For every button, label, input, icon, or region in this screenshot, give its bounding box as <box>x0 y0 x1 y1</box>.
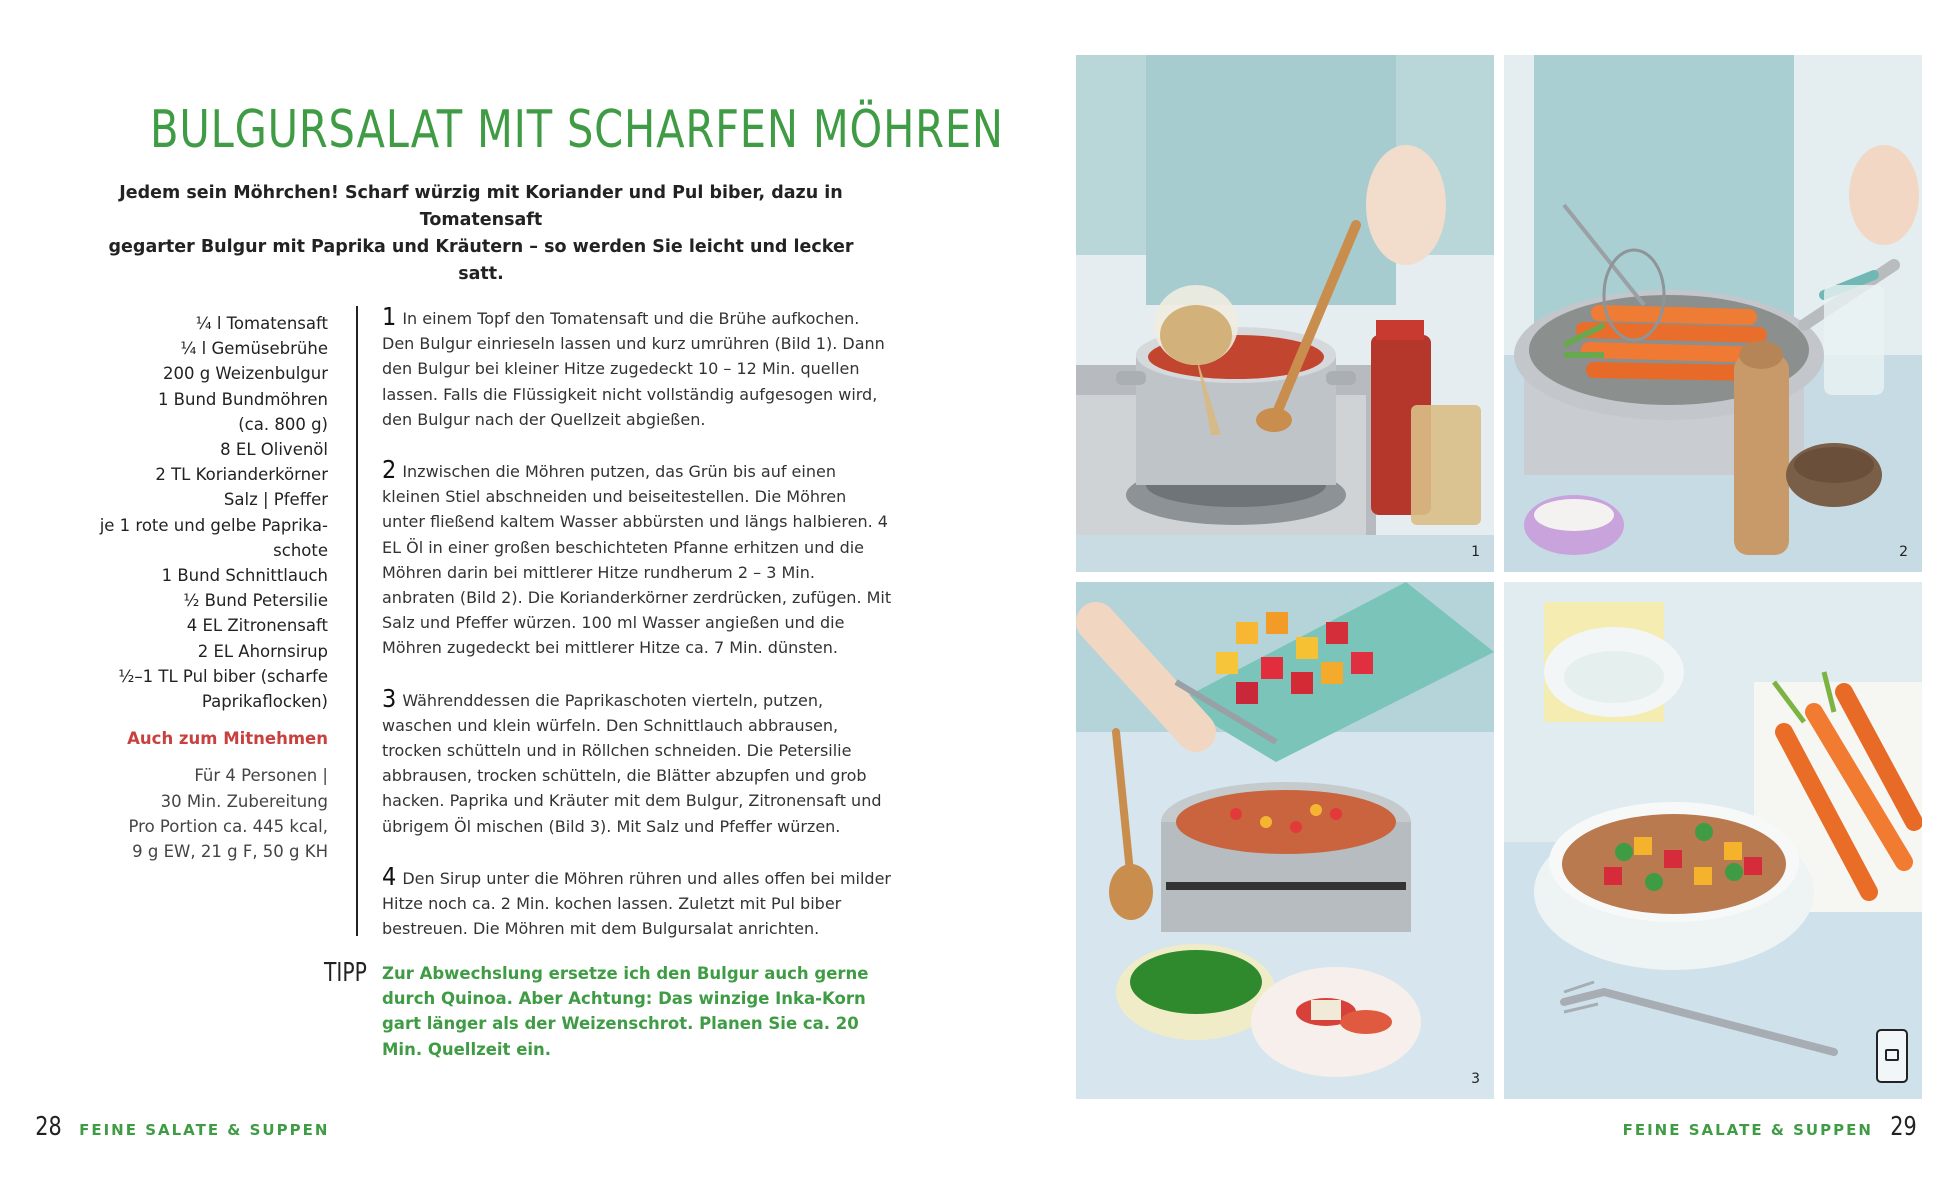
ingredient: ½–1 TL Pul biber (scharfe <box>118 666 328 686</box>
ingredient: 8 EL Olivenöl <box>220 440 328 460</box>
section-name: FEINE SALATE & SUPPEN <box>1622 1121 1873 1139</box>
recipe-title: BULGURSALAT MIT SCHARFEN MÖHREN <box>150 100 1004 160</box>
step-number: 4 <box>382 861 397 891</box>
intro-line: gegarter Bulgur mit Paprika und Kräutern – so werden Sie leicht und lecker satt. <box>108 237 854 284</box>
step-list <box>382 304 892 966</box>
ingredient: 200 g Weizenbulgur <box>162 364 328 384</box>
ingredient: schote <box>273 540 328 560</box>
step-text: Inzwischen die Möhren putzen, das Grün bis auf einen kleinen Stiel abschneiden und beiseitestellen. Die Möhren unter fließend kaltem Wasser abbürsten und längs halbieren. 4 EL Öl in einer großen beschichteten Pfanne erhitzen und die Möhren darin bei mittlerer Hitze rundherum 2 – 3 Min. anbraten (Bild 2). Die Korianderkörner zerdrücken, zufügen. Mit Salz und Pfeffer würzen. 100 ml Wasser angießen und die Möhren zugedeckt bei mittlerer Hitze ca. 7 Min. dünsten. <box>382 462 892 658</box>
page-number: 28 <box>35 1112 62 1142</box>
recipe-meta <box>96 763 328 864</box>
photo-step-1-image <box>1076 55 1494 572</box>
ingredient: 4 EL Zitronensaft <box>186 616 328 636</box>
ingredient: 1 Bund Schnittlauch <box>161 566 328 586</box>
ingredient: Salz | Pfeffer <box>223 490 328 510</box>
photo-step-1 <box>1076 55 1494 572</box>
page-number: 29 <box>1890 1112 1917 1142</box>
column-divider <box>356 306 358 936</box>
photo-number: 2 <box>1899 544 1908 560</box>
ingredient: (ca. 800 g) <box>238 414 328 434</box>
ingredient: je 1 rote und gelbe Paprika- <box>99 515 328 535</box>
photo-final-dish <box>1504 582 1922 1099</box>
step <box>382 304 892 432</box>
step-text: In einem Topf den Tomatensaft und die Brühe aufkochen. Den Bulgur einrieseln lassen und kurz umrühren (Bild 1). Dann den Bulgur bei kleiner Hitze zugedeckt 10 – 12 Min. quellen lassen. Falls die Flüssigkeit nicht vollständig aufgesogen wird, den Bulgur nach der Quellzeit abgießen. <box>382 309 885 429</box>
step <box>382 683 892 839</box>
step-number: 2 <box>382 455 397 485</box>
step <box>382 457 892 661</box>
ingredient: ¼ l Gemüsebrühe <box>180 339 328 359</box>
ingredient: 2 EL Ahornsirup <box>197 641 328 661</box>
photo-number: 1 <box>1471 544 1480 560</box>
intro-line: Jedem sein Möhrchen! Scharf würzig mit Koriander und Pul biber, dazu in Tomatensaft <box>119 183 843 230</box>
footer-left <box>32 1112 329 1142</box>
photo-step-3-image <box>1076 582 1494 1099</box>
ingredient: Paprikaflocken) <box>201 692 328 712</box>
meta-line: 30 Min. Zubereitung <box>160 791 328 811</box>
photo-final-dish-image <box>1504 582 1922 1099</box>
section-name: FEINE SALATE & SUPPEN <box>79 1121 330 1139</box>
meta-line: 9 g EW, 21 g F, 50 g KH <box>132 842 328 862</box>
ingredient-list <box>96 311 328 864</box>
photo-step-2-image <box>1504 55 1922 572</box>
tip-label: TIPP <box>324 958 367 988</box>
camera-icon <box>1876 1029 1908 1083</box>
step-number: 3 <box>382 683 397 713</box>
footer-right <box>1623 1112 1920 1142</box>
meta-line: Für 4 Personen | <box>194 766 328 786</box>
recipe-intro <box>96 180 866 288</box>
ingredient: ½ Bund Petersilie <box>183 591 328 611</box>
photo-step-2 <box>1504 55 1922 572</box>
step <box>382 861 892 942</box>
photo-number: 3 <box>1471 1071 1480 1087</box>
step-text: Währenddessen die Paprikaschoten vierteln, putzen, waschen und klein würfeln. Den Schnittlauch abbrausen, trocken schütteln und in Röllchen schneiden. Die Petersilie abbrausen, trocken schütteln, die Blätter abzupfen und grob hacken. Paprika und Kräuter mit dem Bulgur, Zitronensaft und übrigem Öl mischen (Bild 3). Mit Salz und Pfeffer würzen. <box>382 690 882 836</box>
ingredient: ¼ l Tomatensaft <box>195 314 328 333</box>
ingredient: 2 TL Korianderkörner <box>155 465 328 485</box>
to-go-label: Auch zum Mitnehmen <box>127 729 328 749</box>
step-text: Den Sirup unter die Möhren rühren und alles offen bei milder Hitze noch ca. 2 Min. kochen lassen. Zuletzt mit Pul biber bestreuen. Die Möhren mit dem Bulgursalat anrichten. <box>382 868 891 939</box>
ingredient: 1 Bund Bundmöhren <box>157 389 328 409</box>
tip-text: Zur Abwechslung ersetze ich den Bulgur auch gerne durch Quinoa. Aber Achtung: Das winzige Inka-Korn gart länger als der Weizenschrot. Planen Sie ca. 20 Min. Quellzeit ein. <box>382 964 869 1059</box>
step-number: 1 <box>382 302 397 331</box>
right-page <box>1020 0 1948 1181</box>
photo-step-3 <box>1076 582 1494 1099</box>
meta-line: Pro Portion ca. 445 kcal, <box>128 816 328 836</box>
